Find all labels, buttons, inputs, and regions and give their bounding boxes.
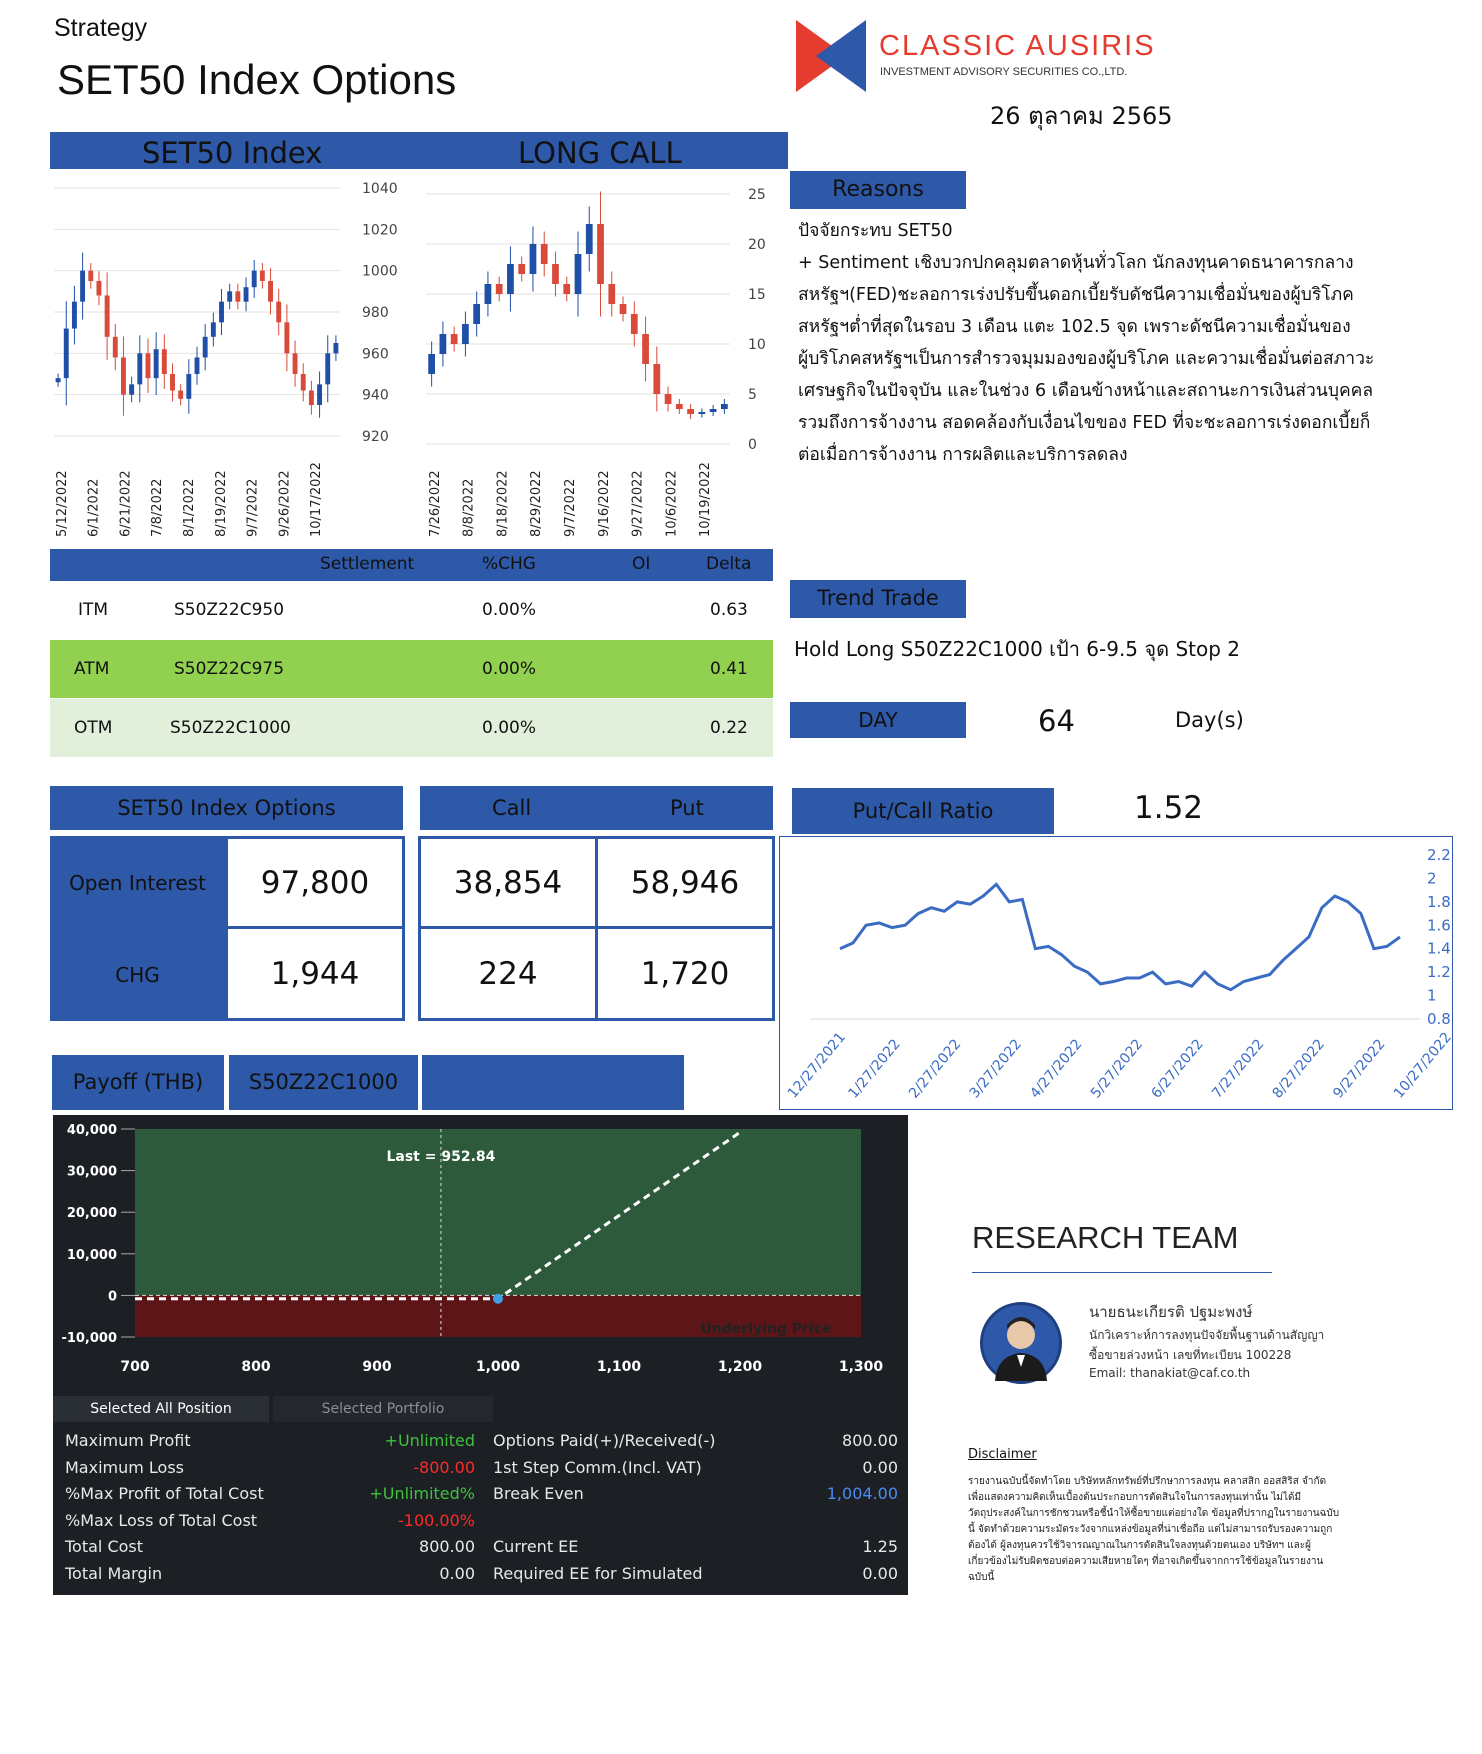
logo-name: CLASSIC AUSIRIS <box>879 30 1156 62</box>
stat-label: Maximum Profit <box>65 1431 191 1450</box>
y-tick-label: 1020 <box>362 222 398 239</box>
candle-body <box>105 295 110 336</box>
candle-body <box>462 324 469 344</box>
candle-body <box>244 287 249 301</box>
chg-label: CHG <box>50 929 225 1021</box>
candle-body <box>608 284 615 304</box>
candle-body <box>170 374 175 391</box>
candle-body <box>440 334 447 354</box>
candle-body <box>88 271 93 281</box>
x-tick-label: 8/29/2022 <box>529 470 545 537</box>
y-tick-label: 1000 <box>362 263 398 280</box>
candle-body <box>227 291 232 301</box>
reason-line: + Sentiment เชิงบวกปกคลุมตลาดหุ้นทั่วโลก นักลงทุนคาดธนาคารกลาง <box>798 253 1354 273</box>
candle-body <box>186 374 191 399</box>
long-call-candlestick-chart <box>412 172 782 542</box>
options-table-header <box>50 549 773 581</box>
x-tick-label: 7/26/2022 <box>427 470 443 537</box>
tab-selected-portfolio[interactable]: Selected Portfolio <box>273 1396 493 1422</box>
candle-body <box>113 337 118 358</box>
x-tick-label: 9/27/2022 <box>630 470 646 537</box>
candle-body <box>154 349 159 378</box>
row-chg: 0.00% <box>482 659 537 679</box>
candle-body <box>56 378 61 382</box>
oi-total-value: 97,800 <box>225 836 405 929</box>
company-logo-icon <box>796 20 866 92</box>
stat-label: Break Even <box>493 1484 584 1503</box>
col-settlement: Settlement <box>320 554 415 574</box>
research-team-title: RESEARCH TEAM <box>972 1220 1239 1255</box>
y-tick-label: 1 <box>1427 986 1437 1005</box>
row-series: S50Z22C1000 <box>170 718 291 738</box>
candle-body <box>301 374 306 391</box>
y-tick-label: 0.8 <box>1427 1010 1451 1028</box>
stat-label: Total Cost <box>65 1537 144 1556</box>
stat-label: Current EE <box>493 1537 579 1556</box>
candle-body <box>620 304 627 314</box>
set50-candlestick-chart <box>50 172 398 542</box>
candle-body <box>653 364 660 394</box>
y-tick-label: 15 <box>748 287 766 303</box>
candle-body <box>541 244 548 264</box>
x-tick-label: 6/1/2022 <box>86 478 102 537</box>
candle-body <box>178 391 183 399</box>
candle-body <box>698 412 705 414</box>
candle-body <box>317 384 322 405</box>
payoff-chart <box>53 1115 908 1385</box>
chg-total-value: 1,944 <box>225 926 405 1021</box>
candle-body <box>597 224 604 284</box>
report-date: 26 ตุลาคม 2565 <box>990 102 1173 130</box>
x-tick-label: 8/19/2022 <box>213 470 229 537</box>
y-tick-label: 30,000 <box>66 1164 117 1180</box>
candle-body <box>721 404 728 409</box>
x-tick-label: 10/19/2022 <box>698 462 714 537</box>
candle-body <box>687 409 694 414</box>
candle-body <box>121 357 126 394</box>
candle-body <box>96 281 101 295</box>
x-tick-label: 9/26/2022 <box>277 470 293 537</box>
col-delta: Delta <box>706 554 752 574</box>
x-tick-label: 1,300 <box>838 1359 884 1375</box>
x-tick-label: 8/27/2022 <box>1269 1036 1329 1102</box>
row-delta: 0.22 <box>710 718 748 738</box>
candle-body <box>284 322 289 353</box>
stat-value: +Unlimited <box>384 1431 475 1450</box>
candle-body <box>276 302 281 323</box>
row-tag: ITM <box>78 600 109 620</box>
candle-body <box>451 334 458 344</box>
y-tick-label: 1.2 <box>1427 963 1451 982</box>
table-row-itm <box>50 581 773 639</box>
chg-call-value: 224 <box>418 926 598 1021</box>
y-tick-label: 25 <box>748 187 766 203</box>
y-tick-label: 2.2 <box>1427 846 1451 864</box>
x-tick-label: 6/27/2022 <box>1148 1036 1207 1102</box>
col-chg: %CHG <box>482 554 536 574</box>
current-point <box>493 1294 503 1304</box>
page-title: SET50 Index Options <box>57 56 457 103</box>
candle-body <box>530 244 537 274</box>
x-tick-label: 1,200 <box>717 1359 763 1375</box>
row-series: S50Z22C975 <box>174 659 285 679</box>
x-tick-label: 9/16/2022 <box>596 470 612 537</box>
candle-body <box>642 334 649 364</box>
col-oi: OI <box>632 554 651 574</box>
x-tick-label: 9/27/2022 <box>1330 1036 1389 1102</box>
disclaimer-title: Disclaimer <box>968 1447 1037 1462</box>
y-tick-label: 1.4 <box>1427 939 1451 958</box>
candle-body <box>252 271 257 288</box>
stat-value: 800.00 <box>419 1537 475 1556</box>
payoff-label: Payoff (THB) <box>52 1055 224 1110</box>
pcr-series-line <box>840 884 1400 989</box>
day-label: DAY <box>790 702 966 738</box>
candle-body <box>507 264 514 294</box>
candle-body <box>268 281 273 302</box>
logo-subtitle: INVESTMENT ADVISORY SECURITIES CO.,LTD. <box>880 66 1128 78</box>
y-tick-label: 940 <box>362 387 389 404</box>
y-tick-label: 1.6 <box>1427 916 1451 935</box>
y-tick-label: 10 <box>748 337 766 353</box>
payoff-blank-bar <box>422 1055 684 1110</box>
candle-body <box>428 354 435 374</box>
x-tick-label: 8/1/2022 <box>182 478 197 537</box>
y-tick-label: 920 <box>362 429 389 445</box>
payoff-panel <box>53 1115 908 1595</box>
y-tick-label: 5 <box>748 387 757 403</box>
oi-put-value: 58,946 <box>595 836 775 929</box>
y-tick-label: 0 <box>107 1289 117 1305</box>
stat-label: 1st Step Comm.(Incl. VAT) <box>493 1457 702 1477</box>
candle-body <box>235 291 240 301</box>
candle-body <box>333 343 338 353</box>
tab-selected-all-position[interactable]: Selected All Position <box>53 1396 269 1422</box>
disclaimer-text: รายงานฉบับนี้จัดทำโดย บริษัทหลักทรัพย์ที่ปรึกษาการลงทุน คลาสสิก ออสสิริส จำกัด เพื่อแสดงความคิดเห็นเบื้องต้นประกอบการตัดสินใจในการลงทุนเท่านั้น ไม่ได้มีวัตถุประสงค์ในการชักชวนหรือชี้นำให้ซื้อขายแต่อย่างใด ข้อมูลที่ปรากฏในรายงานฉบับนี้ จัดทำด้วยความระมัดระวังจากแหล่งข้อมูลที่น่าเชื่อถือ แต่ไม่สามารถรับรองความถูกต้องได้ ผู้ลงทุนควรใช้วิจารณญาณในการตัดสินใจลงทุนด้วยตนเอง บริษัทฯ และผู้เกี่ยวข้องไม่รับผิดชอบต่อความเสียหายใดๆ ที่อาจเกิดขึ้นจากการใช้ข้อมูลในรายงานฉบับนี้ <box>968 1476 1340 1583</box>
candle-body <box>325 353 330 384</box>
reason-line: สหรัฐฯ(FED)ชะลอการเร่งปรับขึ้นดอกเบี้ยรับดัชนีความเชื่อมั่นของผู้บริโภค <box>798 285 1354 305</box>
strategy-chart-title: LONG CALL <box>518 136 682 170</box>
x-tick-label: 12/27/2021 <box>784 1029 849 1102</box>
x-tick-label: 4/27/2022 <box>1027 1036 1086 1102</box>
candle-body <box>129 384 134 394</box>
x-axis-label: Underlying Price <box>700 1321 832 1337</box>
reason-line: ผู้บริโภคสหรัฐฯเป็นการสำรวจมุมมองของผู้บริโภค และความเชื่อมั่นต่อสภาวะ <box>798 349 1375 369</box>
candle-body <box>496 284 503 294</box>
candle-body <box>586 224 593 254</box>
candle-body <box>676 404 683 409</box>
y-tick-label: 980 <box>362 305 389 321</box>
table-row-otm <box>50 699 773 757</box>
stat-value: 0.00 <box>862 1457 898 1477</box>
stat-label: %Max Profit of Total Cost <box>65 1484 264 1503</box>
x-tick-label: 800 <box>241 1359 271 1375</box>
x-tick-label: 10/27/2022 <box>1390 1029 1455 1102</box>
row-delta: 0.63 <box>710 600 748 620</box>
pcr-label: Put/Call Ratio <box>792 788 1054 834</box>
x-tick-label: 9/7/2022 <box>563 478 578 537</box>
stat-value: -100.00% <box>398 1510 475 1530</box>
candle-body <box>80 271 85 302</box>
x-tick-label: 1/27/2022 <box>845 1036 904 1102</box>
candle-body <box>631 314 638 334</box>
reason-line: ปัจจัยกระทบ SET50 <box>798 221 953 241</box>
set50-options-label: SET50 Index Options <box>50 786 403 830</box>
candle-body <box>162 349 167 374</box>
reason-line: ต่อเมื่อการจ้างงาน การผลิตและบริการลดลง <box>798 445 1128 465</box>
candle-body <box>563 284 570 294</box>
stat-value: 1.25 <box>862 1537 898 1556</box>
x-tick-label: 1,000 <box>475 1359 521 1375</box>
y-tick-label: 20,000 <box>66 1206 117 1222</box>
pcr-value: 1.52 <box>1134 790 1204 826</box>
stat-label: Maximum Loss <box>65 1457 185 1477</box>
row-chg: 0.00% <box>482 600 537 620</box>
y-tick-label: 2 <box>1427 869 1437 888</box>
day-value: 64 <box>1038 704 1075 738</box>
stat-value: 0.00 <box>862 1563 898 1583</box>
x-tick-label: 8/8/2022 <box>461 478 477 537</box>
table-row-atm <box>50 640 773 698</box>
y-tick-label: 0 <box>748 437 757 453</box>
x-tick-label: 10/6/2022 <box>664 470 680 537</box>
trend-trade-label: Trend Trade <box>790 580 966 618</box>
x-tick-label: 700 <box>120 1359 150 1375</box>
stat-value: 1,004.00 <box>826 1484 898 1503</box>
payoff-series: S50Z22C1000 <box>229 1055 418 1110</box>
oi-call-value: 38,854 <box>418 836 598 929</box>
x-tick-label: 9/7/2022 <box>245 478 261 537</box>
x-tick-label: 8/18/2022 <box>495 470 511 537</box>
stat-label: Options Paid(+)/Received(-) <box>493 1431 716 1450</box>
stat-value: 0.00 <box>439 1563 475 1583</box>
analyst-role: นักวิเคราะห์การลงทุนปัจจัยพื้นฐานด้านสัญญา <box>1089 1328 1325 1342</box>
candle-body <box>64 329 69 379</box>
open-interest-label: Open Interest <box>50 836 225 929</box>
candle-body <box>203 337 208 358</box>
call-label: Call <box>492 796 532 820</box>
x-tick-label: 10/17/2022 <box>309 462 325 537</box>
candle-body <box>137 353 142 384</box>
reasons-text <box>798 215 1428 471</box>
last-price-label: Last = 952.84 <box>386 1149 496 1165</box>
analyst-email: Email: thanakiat@caf.co.th <box>1089 1366 1251 1380</box>
y-tick-label: 960 <box>362 346 389 363</box>
index-chart-title: SET50 Index <box>142 136 323 170</box>
row-tag: ATM <box>74 659 110 679</box>
research-divider <box>972 1272 1272 1273</box>
candle-body <box>485 284 492 304</box>
candle-body <box>518 264 525 274</box>
y-tick-label: 1.8 <box>1427 892 1451 911</box>
reason-line: สหรัฐฯต่ำที่สุดในรอบ 3 เดือน แตะ 102.5 จุด เพราะดัชนีความเชื่อมั่นของ <box>798 317 1351 337</box>
trend-trade-text: Hold Long S50Z22C1000 เป้า 6-9.5 จุด Stop 2 <box>794 637 1240 661</box>
y-tick-label: 20 <box>748 237 766 253</box>
row-tag: OTM <box>74 718 113 738</box>
row-series: S50Z22C950 <box>174 600 285 620</box>
reason-line: เศรษฐกิจในปัจจุบัน และในช่วง 6 เดือนข้างหน้าและสถานะการเงินส่วนบุคคล <box>798 381 1374 401</box>
reason-line: รวมถึงการจ้างงาน สอดคล้องกับเงื่อนไขของ FED ที่จะชะลอการเร่งดอกเบี้ยก็ <box>798 413 1371 433</box>
candle-body <box>219 302 224 323</box>
candle-body <box>293 353 298 374</box>
candle-body <box>195 357 200 374</box>
reasons-label: Reasons <box>790 171 966 209</box>
x-tick-label: 2/27/2022 <box>906 1036 965 1102</box>
pcr-line-chart <box>779 836 1453 1110</box>
candle-body <box>575 254 582 294</box>
stat-value: 800.00 <box>842 1431 898 1450</box>
stat-value: -800.00 <box>413 1457 475 1477</box>
candle-body <box>72 302 77 329</box>
x-tick-label: 1,100 <box>596 1359 642 1375</box>
row-chg: 0.00% <box>482 718 537 738</box>
candle-body <box>260 271 265 281</box>
stat-value: +Unlimited% <box>369 1484 475 1503</box>
x-tick-label: 7/8/2022 <box>150 478 166 537</box>
candle-body <box>309 391 314 405</box>
x-tick-label: 5/27/2022 <box>1087 1036 1147 1102</box>
analyst-license: ซื้อขายล่วงหน้า เลขที่ทะเบียน 100228 <box>1089 1348 1292 1362</box>
stat-label: Required EE for Simulated <box>493 1563 703 1583</box>
strategy-label: Strategy <box>54 14 148 42</box>
candle-body <box>473 304 480 324</box>
y-tick-label: 40,000 <box>66 1123 117 1138</box>
x-tick-label: 3/27/2022 <box>966 1036 1026 1102</box>
y-tick-label: -10,000 <box>61 1331 117 1346</box>
candle-body <box>552 264 559 284</box>
chart-header-bar <box>50 132 788 169</box>
profit-zone <box>135 1129 861 1295</box>
x-tick-label: 6/21/2022 <box>118 470 134 537</box>
stat-label: Total Margin <box>65 1563 163 1583</box>
stat-label: %Max Loss of Total Cost <box>65 1510 258 1530</box>
y-tick-label: 10,000 <box>66 1247 117 1263</box>
candle-body <box>211 322 216 336</box>
put-label: Put <box>670 796 704 820</box>
candle-body <box>710 409 717 412</box>
candle-body <box>665 394 672 404</box>
y-tick-label: 1040 <box>362 181 398 197</box>
call-put-header <box>420 786 773 830</box>
row-delta: 0.41 <box>710 659 748 679</box>
candle-body <box>146 353 151 378</box>
analyst-name: นายธนะเกียรติ ปฐมะพงษ์ <box>1089 1303 1253 1321</box>
analyst-avatar <box>980 1302 1062 1384</box>
chg-put-value: 1,720 <box>595 926 775 1021</box>
day-unit: Day(s) <box>1175 708 1244 732</box>
x-tick-label: 5/12/2022 <box>54 470 70 537</box>
x-tick-label: 900 <box>362 1359 392 1375</box>
x-tick-label: 7/27/2022 <box>1209 1036 1268 1102</box>
